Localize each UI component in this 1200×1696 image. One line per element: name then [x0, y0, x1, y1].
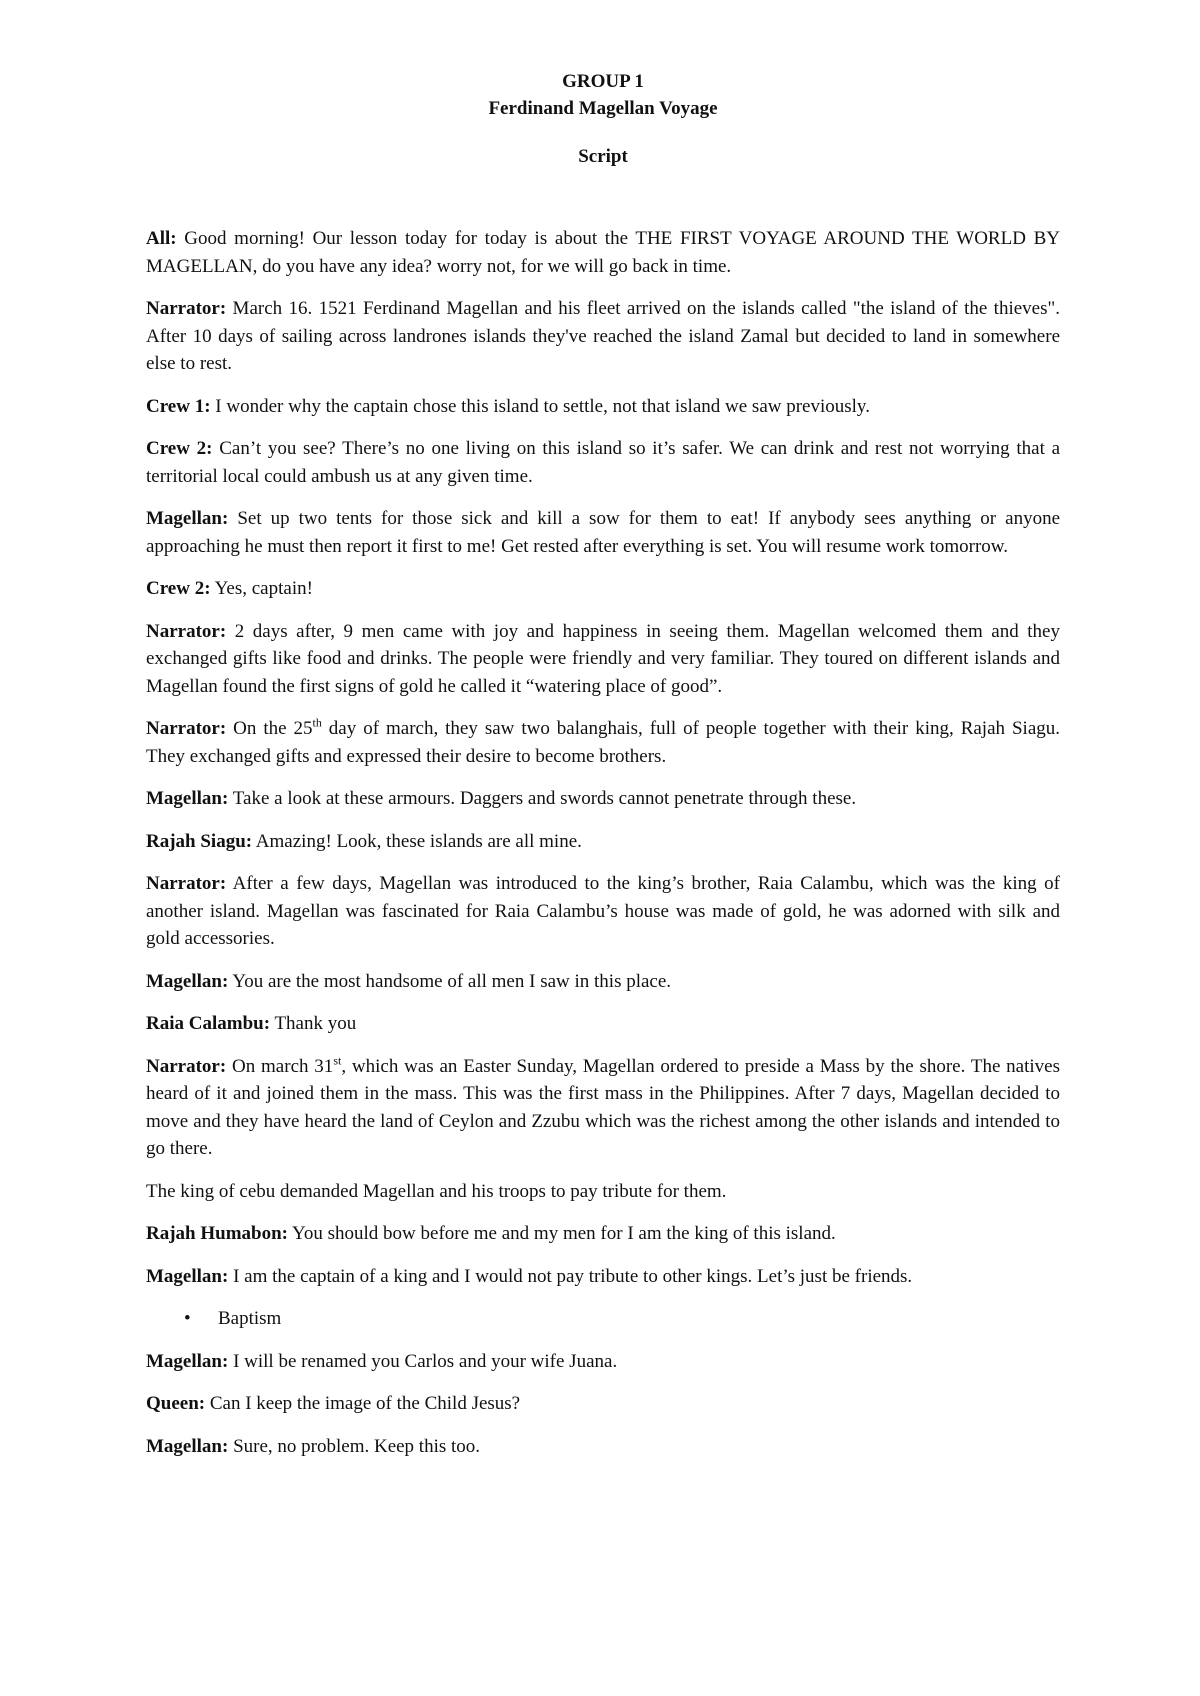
dialogue-text: On march 31: [226, 1055, 334, 1077]
speaker-label: Magellan:: [146, 1265, 229, 1287]
bullet-text: Baptism: [218, 1308, 282, 1329]
dialogue-line: [146, 618, 1060, 701]
bullet-icon: •: [184, 1308, 191, 1329]
script-heading: Script: [578, 146, 628, 167]
dialogue-line: [146, 435, 1060, 490]
speaker-label: Narrator:: [146, 873, 227, 894]
dialogue-line: [146, 575, 1060, 603]
dialogue-text: 2 days after, 9 men came with joy and happiness in seeing them. Magellan welcomed them and they exchanged gifts like food and drinks. The people were friendly and very familiar. They toured on different islands and Magellan found the first signs of gold he called it “watering place of good”.: [146, 620, 1060, 697]
dialogue-text: After a few days, Magellan was introduced to the king’s brother, Raia Calambu, which was the king of another island. Magellan was fascinated for Raia Calambu’s house was made of gold, he was adorned with silk and gold accessories.: [146, 873, 1060, 949]
speaker-label: Queen:: [146, 1393, 206, 1414]
speaker-label: Crew 2:: [146, 578, 211, 599]
bullet-item: [146, 1305, 1060, 1333]
dialogue-line: [146, 505, 1060, 560]
document-title: Ferdinand Magellan Voyage: [488, 98, 718, 119]
speaker-label: Narrator:: [146, 298, 227, 319]
dialogue-text: Thank you: [270, 1013, 357, 1034]
dialogue-text: Can’t you see? There’s no one living on this island so it’s safer. We can drink and rest not worrying that a territorial local could ambush us at any given time.: [146, 438, 1061, 487]
dialogue-text: I wonder why the captain chose this island to settle, not that island we saw previously.: [210, 395, 870, 417]
ordinal-suffix: st: [333, 1053, 342, 1068]
dialogue-line: [146, 715, 1060, 770]
dialogue-line: [146, 393, 1060, 421]
group-heading: GROUP 1: [562, 71, 644, 92]
dialogue-line: [146, 1053, 1060, 1163]
speaker-label: Magellan:: [146, 1350, 229, 1372]
dialogue-text: Take a look at these armours. Daggers and swords cannot penetrate through these.: [228, 788, 857, 809]
dialogue-text: On the 25: [226, 718, 313, 739]
speaker-label: All:: [146, 228, 177, 249]
dialogue-line: [146, 1348, 1060, 1376]
dialogue-line: [146, 968, 1060, 996]
speaker-label: Magellan:: [146, 508, 229, 529]
dialogue-line: [146, 1263, 1060, 1291]
dialogue-line: [146, 870, 1060, 953]
dialogue-text: You should bow before me and my men for I am the king of this island.: [288, 1223, 836, 1244]
dialogue-text: You are the most handsome of all men I saw in this place.: [228, 970, 672, 992]
dialogue-line: [146, 1390, 1060, 1418]
dialogue-text: day of march, they saw two balanghais, full of people together with their king, Rajah Siagu. They exchanged gifts and expressed their desire to become brothers.: [146, 718, 1060, 767]
dialogue-line: [146, 1220, 1060, 1248]
speaker-label: Magellan:: [146, 970, 229, 992]
speaker-label: Narrator:: [146, 718, 227, 739]
dialogue-line: [146, 225, 1060, 280]
dialogue-text: , which was an Easter Sunday, Magellan ordered to preside a Mass by the shore. The natives heard of it and joined them in the mass. This was the first mass in the Philippines. After 7 days, Magellan decided to move and they have heard the land of Ceylon and Zzubu which was the richest among the other islands and intended to go there.: [146, 1055, 1060, 1159]
dialogue-line: [146, 1010, 1060, 1038]
speaker-label: Crew 1:: [146, 395, 211, 417]
dialogue-text: Can I keep the image of the Child Jesus?: [205, 1393, 521, 1414]
dialogue-text: Yes, captain!: [210, 578, 313, 599]
dialogue-text: Good morning! Our lesson today for today is about the THE FIRST VOYAGE AROUND THE WORLD BY MAGELLAN, do you have any idea? worry not, for we will go back in time.: [146, 228, 1060, 277]
dialogue-line: [146, 785, 1060, 813]
speaker-label: Magellan:: [146, 1435, 229, 1457]
dialogue-line: [146, 828, 1060, 856]
dialogue-text: The king of cebu demanded Magellan and his troops to pay tribute for them.: [146, 1180, 727, 1202]
dialogue-text: Set up two tents for those sick and kill a sow for them to eat! If anybody sees anything or anyone approaching he must then report it first to me! Get rested after everything is set. You will resume work tomorrow.: [146, 508, 1060, 557]
dialogue-text: I will be renamed you Carlos and your wife Juana.: [228, 1350, 618, 1372]
speaker-label: Magellan:: [146, 788, 229, 809]
dialogue-line: [146, 1433, 1060, 1461]
speaker-label: Crew 2:: [146, 438, 213, 459]
ordinal-suffix: th: [312, 715, 322, 730]
speaker-label: Narrator:: [146, 1055, 227, 1077]
speaker-label: Rajah Siagu:: [146, 830, 253, 852]
dialogue-line: [146, 295, 1060, 378]
speaker-label: Rajah Humabon:: [146, 1223, 288, 1244]
dialogue-text: Sure, no problem. Keep this too.: [228, 1435, 481, 1457]
dialogue-text: I am the captain of a king and I would not pay tribute to other kings. Let’s just be friends.: [228, 1265, 913, 1287]
narration-line: [146, 1178, 1060, 1206]
document-page: [146, 68, 1060, 1475]
dialogue-text: March 16. 1521 Ferdinand Magellan and his fleet arrived on the islands called "the island of the thieves". After 10 days of sailing across landrones islands they've reached the island Zamal but decided to land in somewhere else to rest.: [146, 298, 1060, 374]
speaker-label: Raia Calambu:: [146, 1013, 271, 1034]
speaker-label: Narrator:: [146, 620, 227, 642]
dialogue-text: Amazing! Look, these islands are all mine.: [252, 830, 582, 852]
script-body: [146, 225, 1060, 1460]
